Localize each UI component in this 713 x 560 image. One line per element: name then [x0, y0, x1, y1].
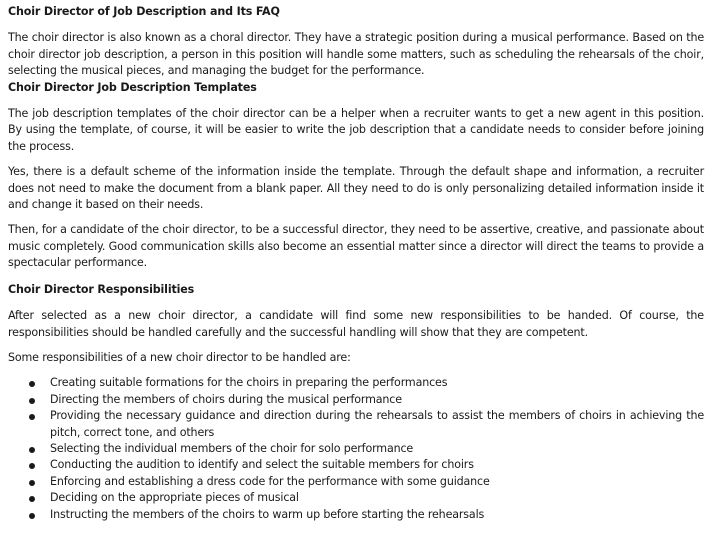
list-item	[8, 474, 704, 490]
list-item-text: Enforcing and establishing a dress code for the performance with some guidance	[50, 474, 490, 488]
list-item-text: Selecting the individual members of the choir for solo performance	[50, 441, 414, 455]
list-item-text: Creating suitable formations for the choirs in preparing the performances	[50, 376, 448, 390]
paragraph-intro: The choir director is also known as a choral director. They have a strategic position during a musical performance. Based on the choir director job description, a person in this position will handle some matters, such as scheduling the rehearsals of the choir, selecting the musical pieces, and managing the budget for the performance.	[8, 31, 704, 78]
paragraph-templates-1: The job description templates of the choir director can be a helper when a recruiter wants to get a new agent in this position. By using the template, of course, it will be easier to write the job description that a candidate needs to consider before joining the process.	[8, 107, 704, 153]
list-item	[8, 507, 704, 523]
list-item-text: Conducting the audition to identify and select the suitable members for choirs	[50, 458, 474, 472]
list-item	[8, 408, 704, 441]
paragraph-responsibilities-1: After selected as a new choir director, a candidate will find some new responsibilities to be handed. Of course, the responsibilities should be handled carefully and the successful handling will show that they are competent.	[8, 309, 704, 339]
responsibilities-list	[8, 375, 704, 523]
list-item-text: Providing the necessary guidance and direction during the rehearsals to assist the members of choirs in achieving the pitch, correct tone, and others	[50, 409, 704, 439]
paragraph-templates-3: Then, for a candidate of the choir director, to be a successful director, they need to be assertive, creative, and passionate about music completely. Good communication skills also become an essential matter since a director will direct the teams to provide a spectacular performance.	[8, 223, 704, 270]
heading-responsibilities: Choir Director Responsibilities	[8, 282, 195, 296]
bullet-icon	[29, 398, 35, 404]
list-item	[8, 457, 704, 473]
heading-templates: Choir Director Job Description Templates	[8, 80, 257, 94]
bullet-icon	[29, 463, 35, 469]
list-item-text: Deciding on the appropriate pieces of musical	[50, 491, 299, 505]
paragraph-responsibilities-2: Some responsibilities of a new choir director to be handled are:	[8, 350, 351, 364]
list-item-text: Instructing the members of the choirs to warm up before starting the rehearsals	[50, 507, 485, 521]
heading-faq: Choir Director of Job Description and Its FAQ	[8, 5, 280, 18]
list-item	[8, 441, 704, 457]
bullet-icon	[29, 513, 35, 519]
bullet-icon	[29, 480, 35, 486]
list-item	[8, 375, 704, 391]
list-item	[8, 392, 704, 408]
list-item	[8, 490, 704, 506]
list-item-text: Directing the members of choirs during the musical performance	[50, 392, 402, 406]
paragraph-templates-2: Yes, there is a default scheme of the information inside the template. Through the default shape and information, a recruiter does not need to make the document from a blank paper. All they need to do is only personalizing detailed information inside it and change it based on their needs.	[8, 165, 704, 212]
bullet-icon	[29, 447, 35, 453]
bullet-icon	[29, 414, 35, 420]
bullet-icon	[29, 381, 35, 387]
bullet-icon	[29, 496, 35, 502]
